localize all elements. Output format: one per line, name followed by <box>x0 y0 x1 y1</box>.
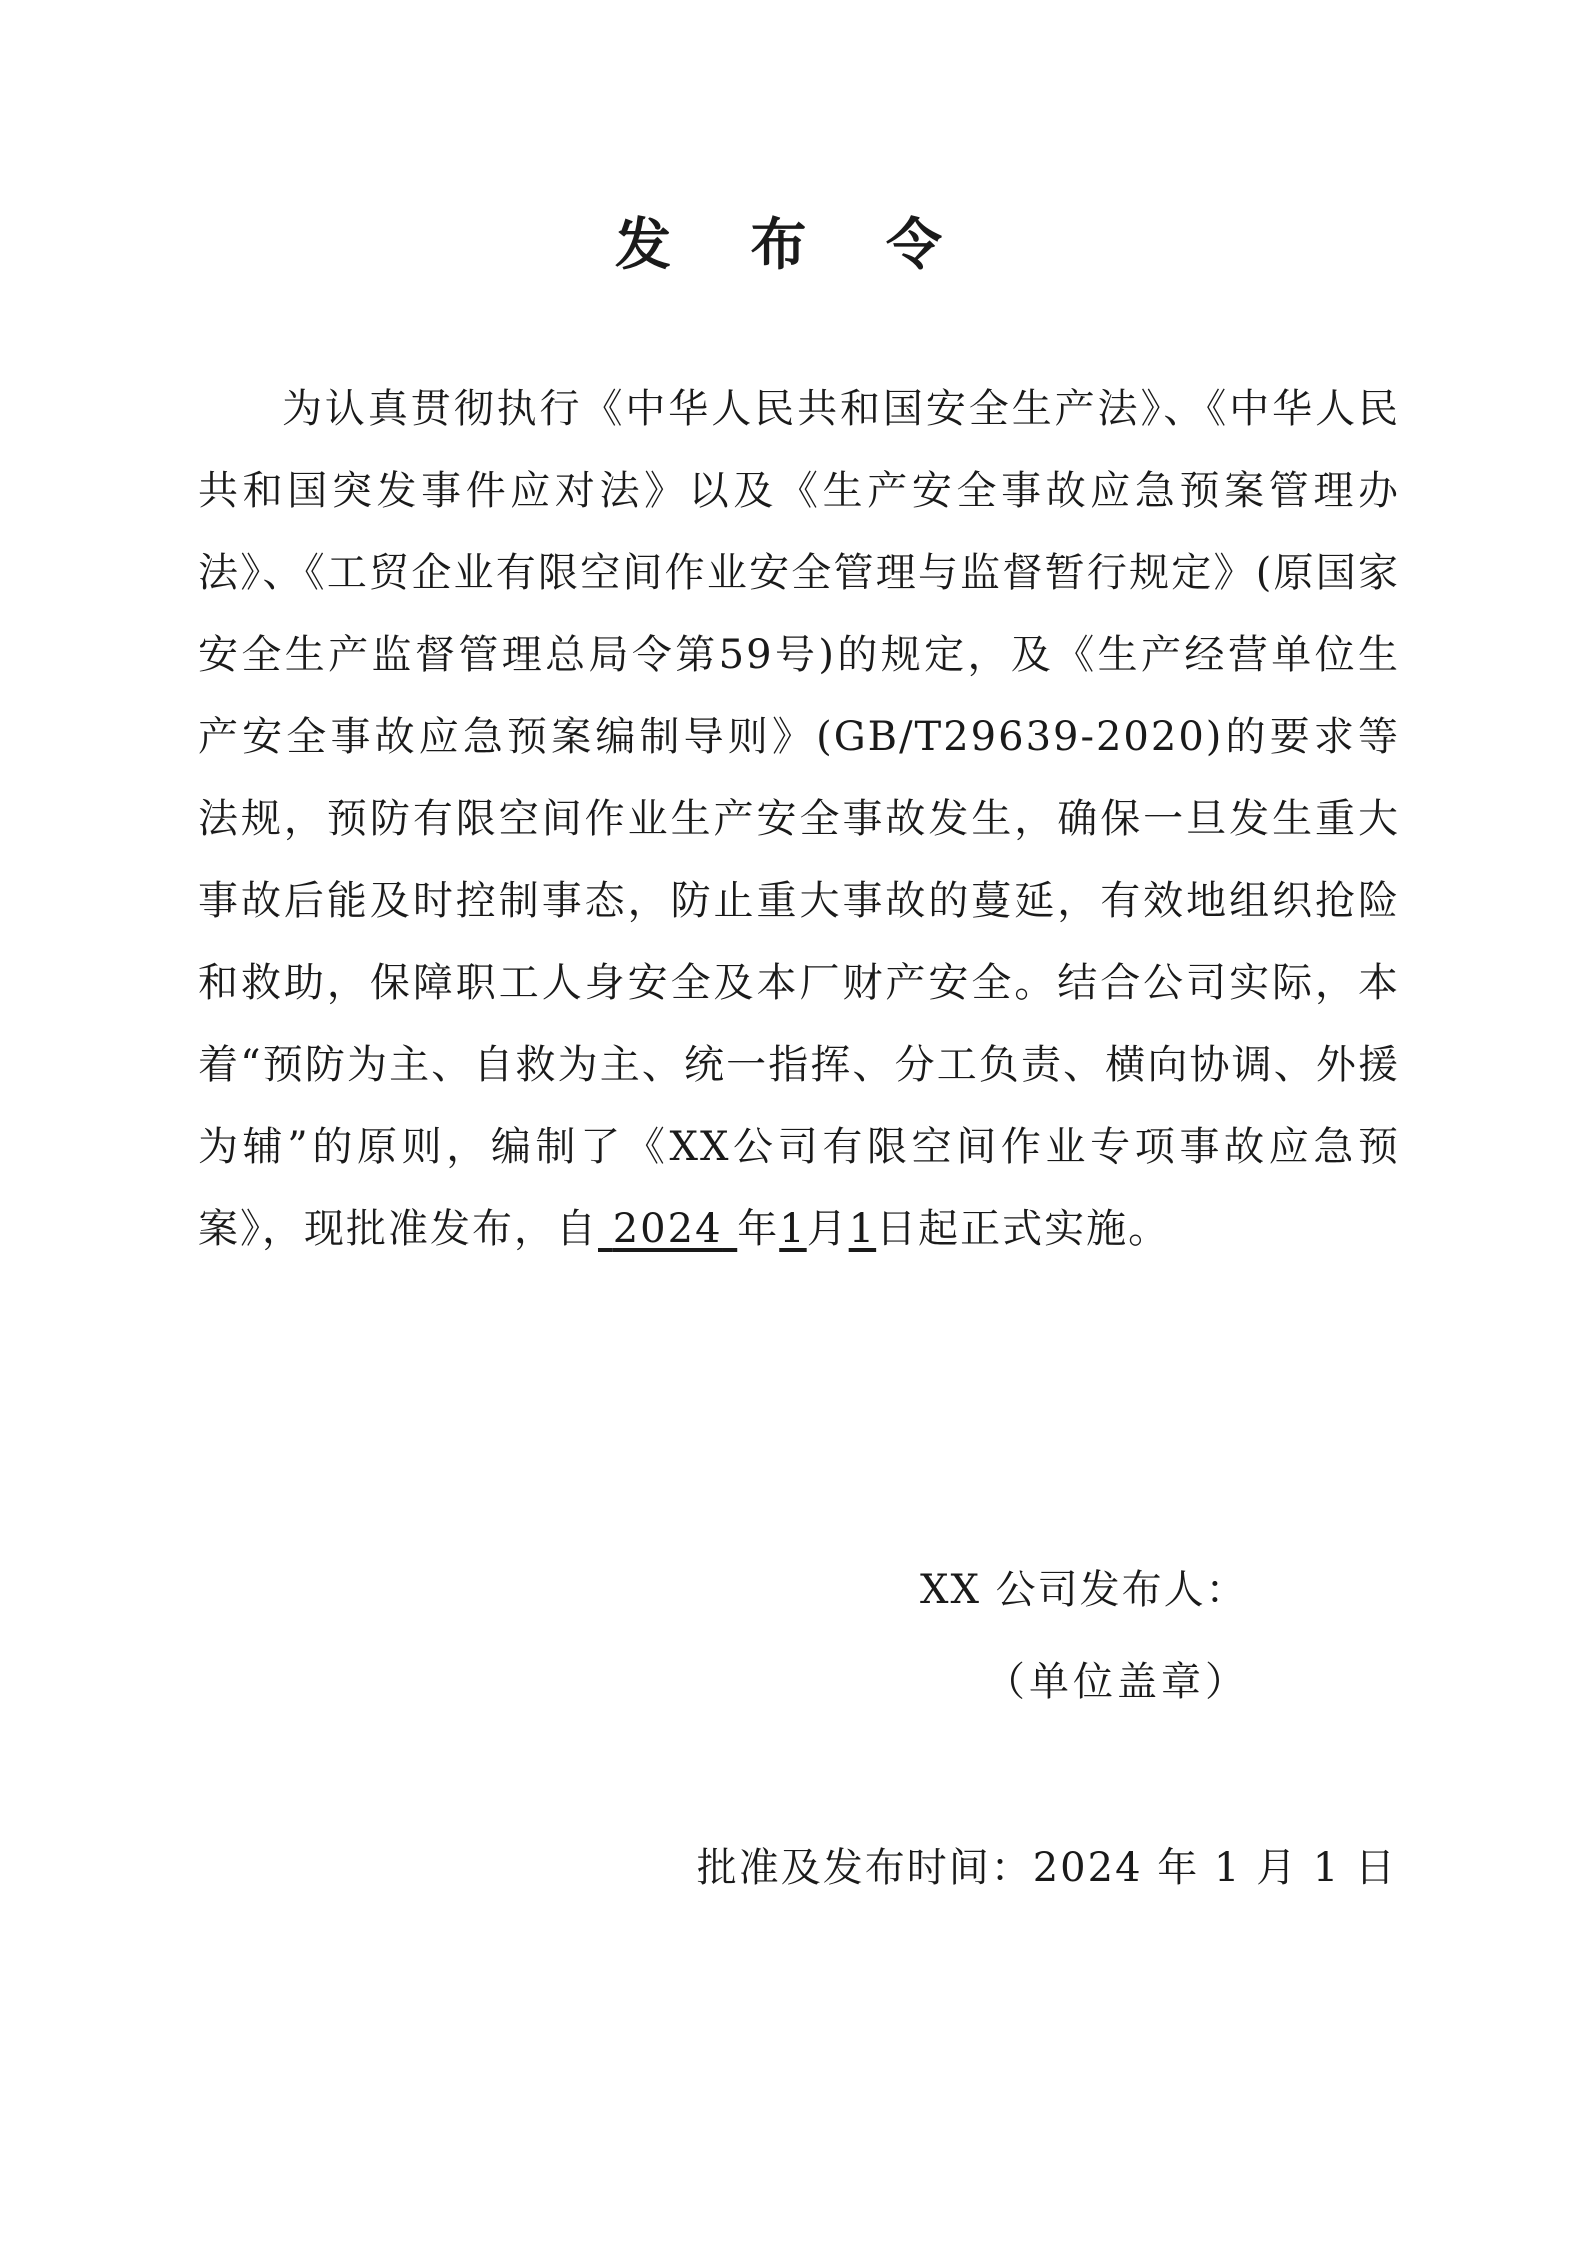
year-unit: 年 <box>737 1206 780 1252</box>
signature-company: XX 公司发布人： <box>920 1567 1248 1613</box>
effective-day: 1 <box>848 1206 877 1252</box>
month-unit: 月 <box>806 1206 849 1252</box>
effective-month: 1 <box>779 1206 807 1252</box>
body-main-text: 为认真贯彻执行《中华人民共和国安全生产法》、《中华人民共和国突发事件应对法》以及《生产安全事故应急预案管理办法》、《工贸企业有限空间作业安全管理与监督暂行规定》(原国家安全生产监督管理总局令第59号)的规定，及《生产经营单位生产安全事故应急预案编制导则》(GB/T29639-2020)的要求等法规，预防有限空间作业生产安全事故发生，确保一旦发生重大事故后能及时控制事态，防止重大事故的蔓延，有效地组织抢险和救助，保障职工人身安全及本厂财产安全。结合公司实际，本着“预防为主、自救为主、统一指挥、分工负责、横向协调、外援为辅”的原则，编制了《XX公司有限空间作业专项事故应急预案》，现批准发布，自 <box>198 386 1400 1252</box>
body-paragraph <box>198 368 1400 1270</box>
signature-seal: （单位盖章） <box>985 1659 1249 1705</box>
document-title: 发 布 令 <box>615 212 972 278</box>
body-tail-text: 日起正式实施。 <box>876 1206 1171 1252</box>
effective-year: 2024 <box>612 1206 723 1252</box>
approval-date: 批准及发布时间：2024 年 1 月 1 日 <box>696 1845 1397 1891</box>
